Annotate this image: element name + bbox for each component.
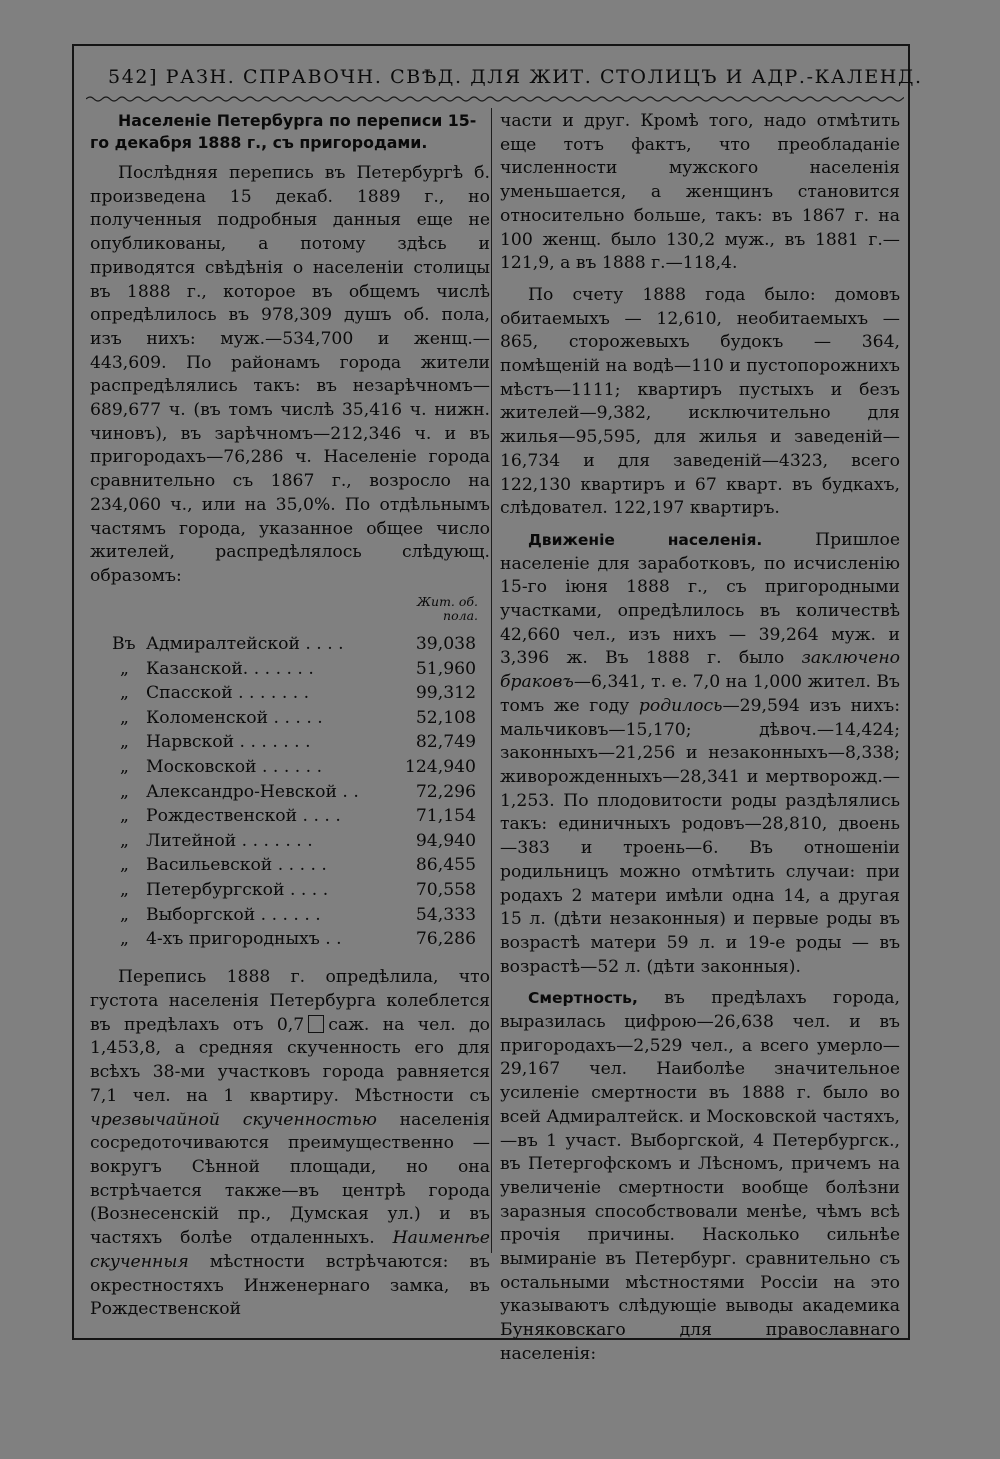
district-name: „ 4-хъ пригородныхъ . .: [90, 928, 392, 953]
left-column: [90, 110, 490, 1322]
district-name: „ Александро-Невской . .: [90, 780, 392, 805]
district-value: 124,940: [404, 757, 476, 778]
district-value: 71,154: [415, 806, 476, 827]
district-row: [90, 706, 490, 731]
district-row: [90, 928, 490, 953]
district-value: 94,940: [415, 830, 476, 851]
district-value: 72,296: [415, 781, 476, 802]
district-prefix: Въ: [112, 634, 136, 655]
district-row: [90, 829, 490, 854]
square-symbol-icon: [308, 1015, 324, 1033]
district-name: „ Казанской. . . . . . .: [90, 657, 392, 682]
paragraph-mortality: Смертность, въ предѣлахъ города, выразилась цифрою—26,638 чел. и въ пригородахъ—2,529 чел., а всего умерло—29,167 чел. Наиболѣе значительное усиленіе смертности въ 1888 г. было во всей Адмиралтейск. и Московской частяхъ,—въ 1 участ. Выборгской, 4 Петербургск., въ Петергофскомъ и Лѣсномъ, причемъ на увеличеніе смертности вообще болѣзни заразныя способствовали менѣе, чѣмъ всѣ прочія причины. Насколько сильнѣе вымираніе въ Петербург. сравнительно съ остальными мѣстностями Россіи на это указываютъ слѣдующіе выводы академика Буняковскаго для православнаго населенія:: [500, 988, 900, 1364]
paragraph-sex-ratio: части и друг. Кромѣ того, надо отмѣтить еще тотъ фактъ, что преобладаніе численности мужского населенія уменьшается, а женщинъ становится относительно больше, такъ: въ 1867 г. на 100 женщ. было 130,2 муж., въ 1881 г.—121,9, а въ 1888 г.—118,4.: [500, 111, 900, 274]
district-value: 52,108: [415, 707, 476, 728]
district-row: [90, 903, 490, 928]
district-value: 51,960: [415, 658, 476, 679]
running-header: 542] РАЗН. СПРАВОЧН. СВѢД. ДЛЯ ЖИТ. СТОЛИЦЪ И АДР.-КАЛЕНД.: [108, 66, 923, 88]
district-name: Въ Адмиралтейской . . . .: [90, 633, 392, 658]
ditto-mark: „: [120, 707, 129, 728]
subheading-movement: Движеніе населенія.: [528, 530, 763, 549]
district-row: [90, 731, 490, 756]
ditto-mark: „: [120, 855, 129, 876]
paragraph-housing: По счету 1888 года было: домовъ обитаемыхъ — 12,610, необитаемыхъ — 865, сторожевыхъ будокъ — 364, помѣщеній на водѣ—110 и пустопорожнихъ мѣстъ—1111; квартиръ пустыхъ и безъ жителей—9,382, исключительно для жилья—95,595, для жилья и заведеній—16,734 и для заведеній—4323, всего 122,130 квартиръ и 67 кварт. въ будкахъ, слѣдовател. 122,197 квартиръ.: [500, 284, 900, 519]
paragraph-density: Перепись 1888 г. опредѣлила, что густота населенія Петербурга колеблется въ предѣлахъ отъ 0,7 саж. на чел. до 1,453,8, а средняя скученность его для всѣхъ 38-ми участковъ города равняется 7,1 чел. на 1 квартиру. Мѣстности съ чрезвычайной скученностью населенія сосредоточиваются преимущественно — вокругъ Сѣнной площади, но она встрѣчается также—въ центрѣ города (Вознесенскій пр., Думская ул.) и въ частяхъ болѣе отдаленныхъ. Наименѣе скученныя мѣстности встрѣчаются: въ окрестностяхъ Инженернаго замка, въ Рождественской: [90, 967, 490, 1320]
ditto-mark: „: [120, 806, 129, 827]
district-name: „ Литейной . . . . . . .: [90, 829, 392, 854]
ditto-mark: „: [120, 880, 129, 901]
district-name: „ Петербургской . . . .: [90, 879, 392, 904]
district-value: 54,333: [415, 904, 476, 925]
ditto-mark: „: [120, 683, 129, 704]
district-name: „ Коломенской . . . . .: [90, 706, 392, 731]
district-row: [90, 756, 490, 781]
right-column: [500, 110, 900, 1367]
ditto-mark: „: [120, 732, 129, 753]
district-value: 86,455: [415, 855, 476, 876]
ditto-mark: „: [120, 658, 129, 679]
district-row: [90, 805, 490, 830]
district-value: 82,749: [415, 732, 476, 753]
ditto-mark: „: [120, 757, 129, 778]
paragraph-census: Послѣдняя перепись въ Петербургѣ б. произведена 15 декаб. 1889 г., но полученныя подробныя данныя еще не опубликованы, а потому здѣсь и приводятся свѣдѣнія о населеніи столицы въ 1888 г., которое въ общемъ числѣ опредѣлилось въ 978,309 душъ об. пола, изъ нихъ: муж.—534,700 и женщ.—443,609. По районамъ города жители распредѣлялись такъ: въ незарѣчномъ—689,677 ч. (въ томъ числѣ 35,416 ч. нижн. чиновъ), въ зарѣчномъ—212,346 ч. и въ пригородахъ—76,286 ч. Населеніе города сравнительно съ 1867 г., возросло на 234,060 ч., или на 35,0%. По отдѣльнымъ частямъ города, указанное общее число жителей, распредѣлялось слѣдующ. образомъ:: [90, 163, 490, 586]
district-row: [90, 682, 490, 707]
subheading-mortality: Смертность,: [528, 989, 638, 1008]
district-name: „ Рождественской . . . .: [90, 805, 392, 830]
wavy-rule: [86, 94, 904, 104]
district-row: [90, 633, 490, 658]
ditto-mark: „: [120, 781, 129, 802]
district-value: 99,312: [415, 683, 476, 704]
district-row: [90, 854, 490, 879]
district-name: „ Нарвской . . . . . . .: [90, 731, 392, 756]
district-name: „ Васильевской . . . . .: [90, 854, 392, 879]
paragraph-movement: Движеніе населенія. Пришлое населеніе для заработковъ, по исчисленію 15-го іюня 1888 г., съ пригородными участками, опредѣлилось въ количествѣ 42,660 чел., изъ нихъ — 39,264 муж. и 3,396 ж. Въ 1888 г. было заключено браковъ—6,341, т. е. 7,0 на 1,000 жител. Въ томъ же году родилось—29,594 изъ нихъ: мальчиковъ—15,170; дѣвоч.—14,424; законныхъ—21,256 и незаконныхъ—8,338; живорожденныхъ—28,341 и мертворожд.—1,253. По плодовитости роды раздѣлялись такъ: единичныхъ родовъ—28,810, двоень—383 и троень—6. Въ отношеніи родильницъ можно отмѣтить случаи: при родахъ 2 матери имѣли одна 14, а другая 15 л. (дѣти незаконныя) и первые роды въ возрастѣ матери 59 л. и 19-е роды — въ возрастѣ—52 л. (дѣти законныя).: [500, 529, 900, 977]
district-row: [90, 780, 490, 805]
district-name: „ Выборгской . . . . . .: [90, 903, 392, 928]
column-divider: [491, 108, 492, 1253]
table-column-header: Жит. об. пола.: [416, 593, 478, 623]
district-name: „ Московской . . . . . .: [90, 756, 392, 781]
ditto-mark: „: [120, 830, 129, 851]
district-value: 39,038: [415, 634, 476, 655]
district-row: [90, 879, 490, 904]
district-value: 76,286: [415, 929, 476, 950]
district-row: [90, 657, 490, 682]
districts-table: [90, 633, 490, 953]
district-value: 70,558: [415, 880, 476, 901]
ditto-mark: „: [120, 929, 129, 950]
section-title: Населеніе Петербурга по переписи 15-го декабря 1888 г., съ пригородами.: [90, 111, 477, 152]
district-name: „ Спасской . . . . . . .: [90, 682, 392, 707]
ditto-mark: „: [120, 904, 129, 925]
